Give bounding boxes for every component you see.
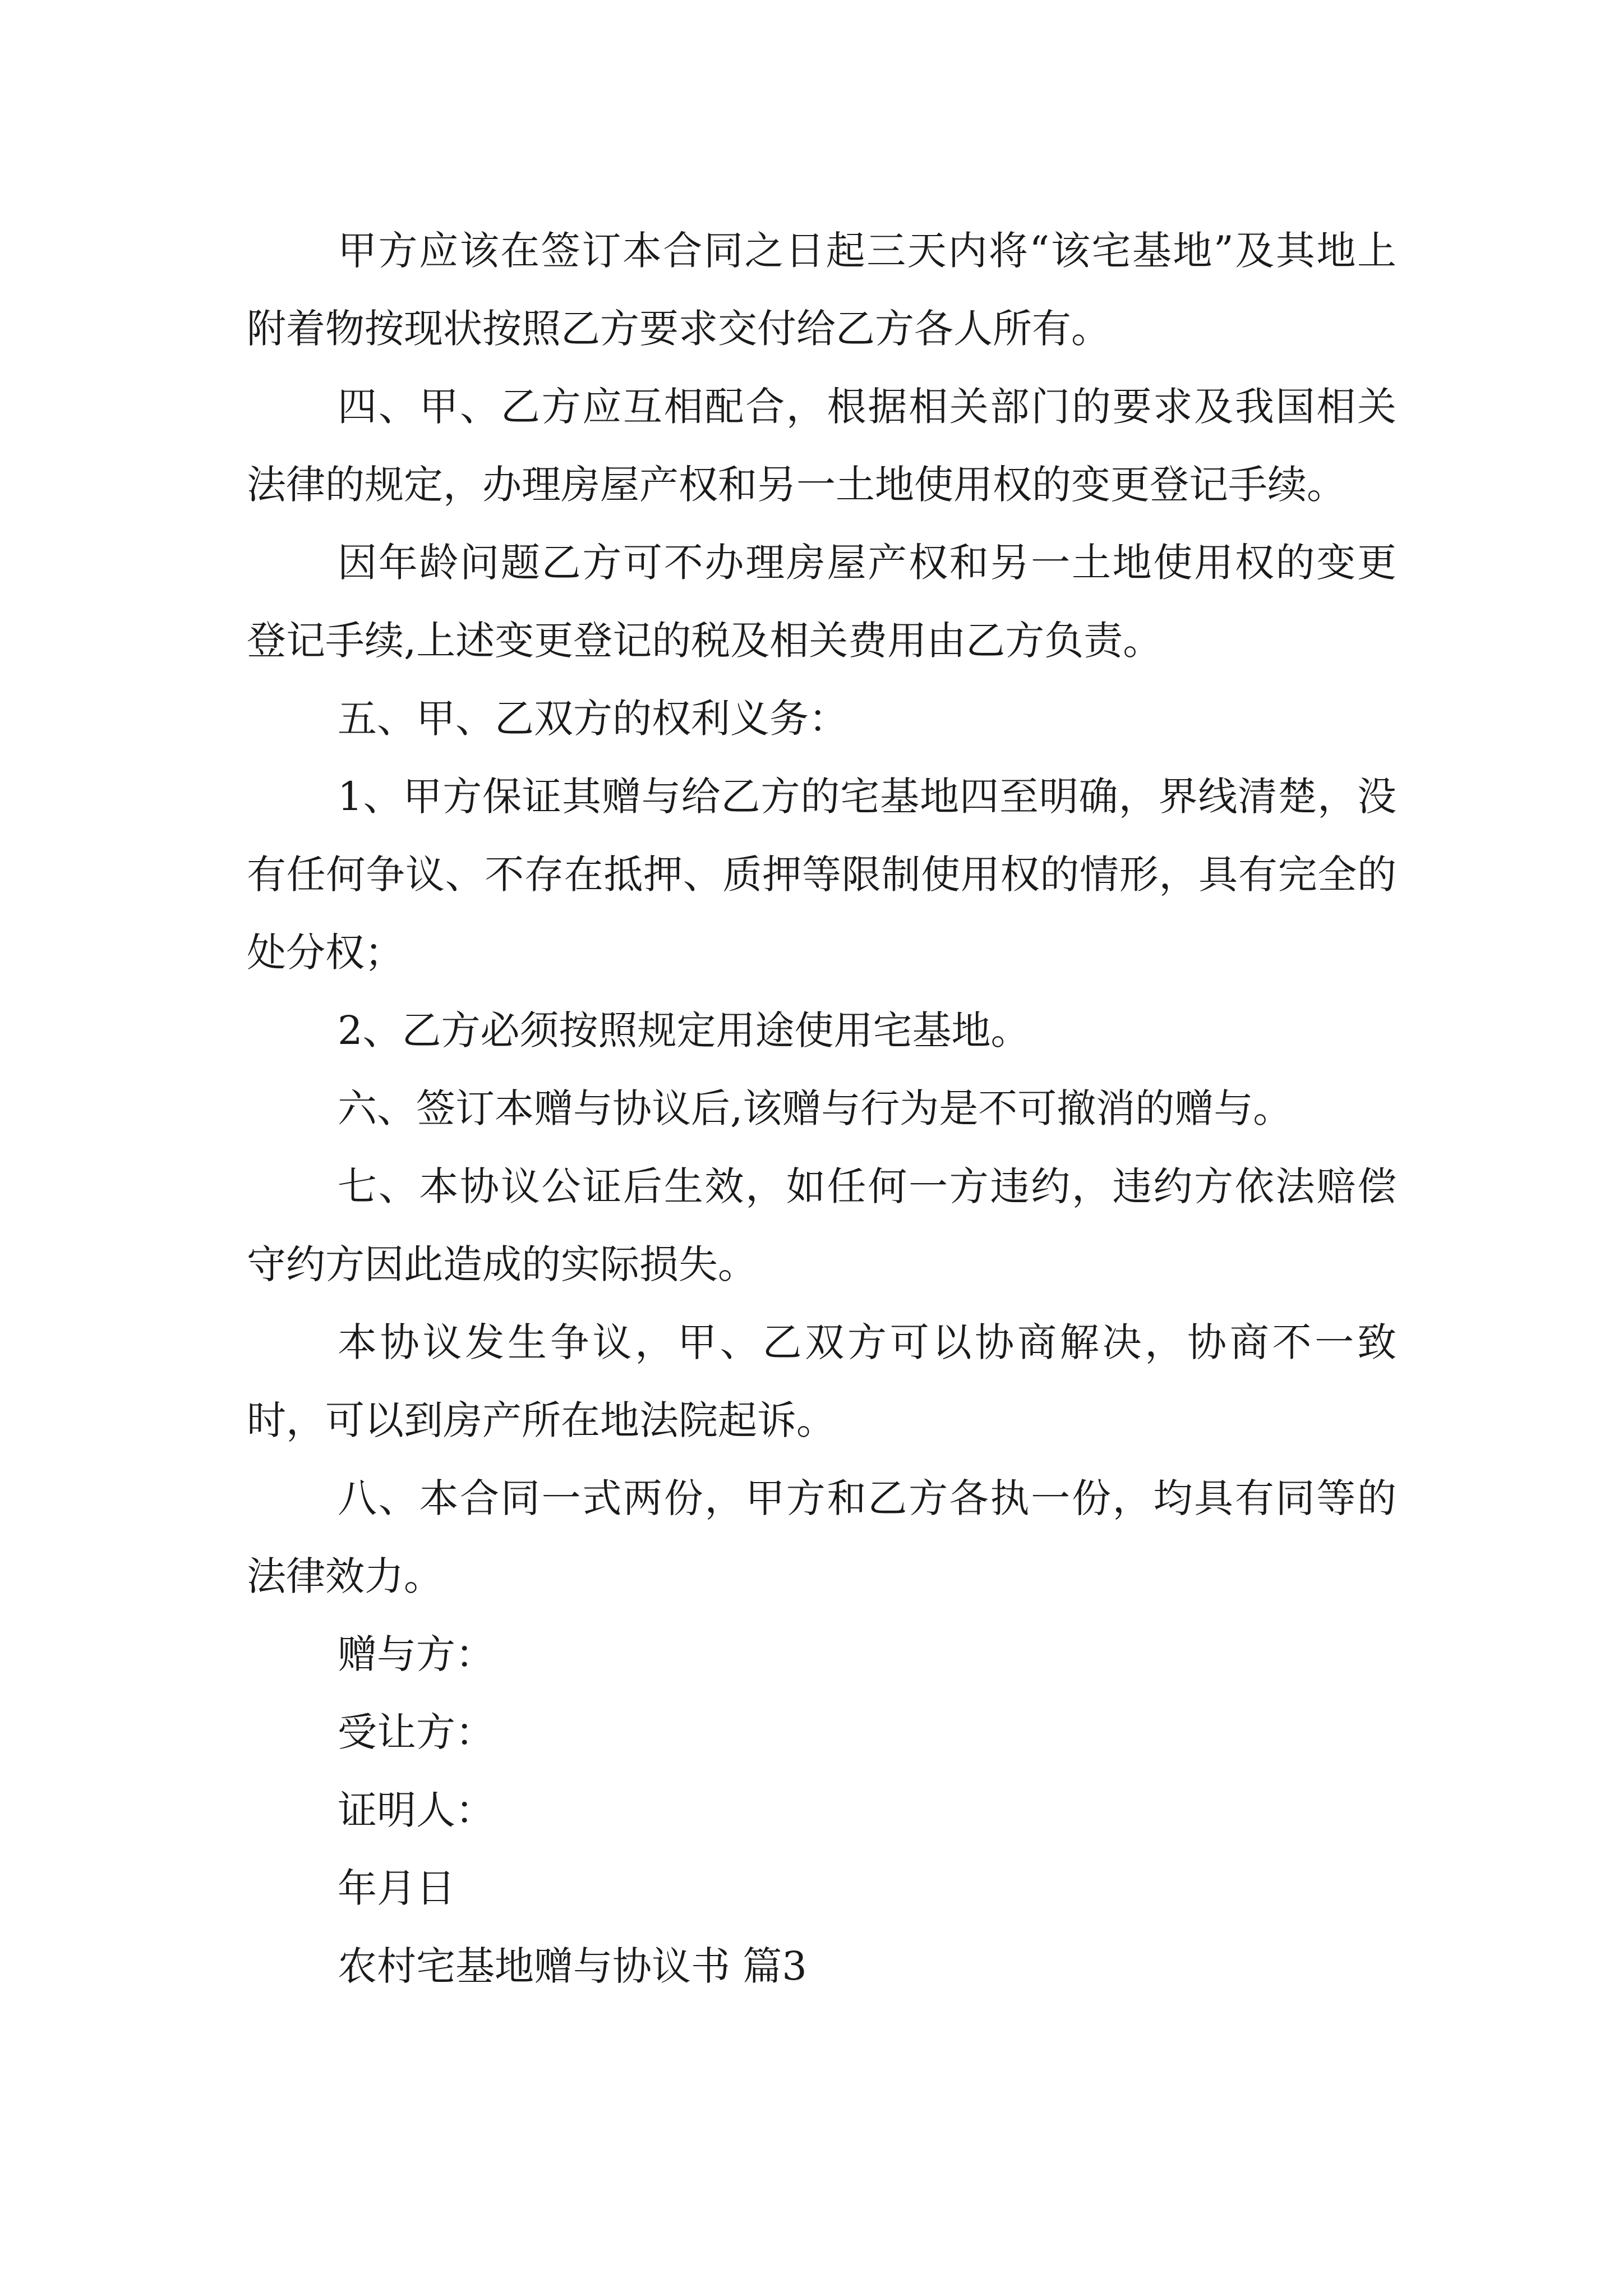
paragraph-clause-six: 六、签订本赠与协议后,该赠与行为是不可撤消的赠与。: [338, 1085, 1293, 1131]
paragraph-age-exemption: 因年龄问题乙方可不办理房屋产权和另一土地使用权的变更登记手续,上述变更登记的税及相关费用由乙方负责。: [247, 540, 1396, 664]
paragraph-clause-five: 五、甲、乙双方的权利义务：: [338, 696, 848, 742]
signature-witness-label: 证明人：: [338, 1787, 495, 1833]
paragraph-delivery-clause: 甲方应该在签订本合同之日起三天内将“该宅基地”及其地上附着物按现状按照乙方要求交付给乙方各人所有。: [247, 228, 1396, 352]
document-body: [247, 212, 1396, 2005]
paragraph-clause-five-item-2: 2、乙方必须按照规定用途使用宅基地。: [338, 1007, 1030, 1053]
paragraph-dispute-resolution: 本协议发生争议，甲、乙双方可以协商解决，协商不一致时，可以到房产所在地法院起诉。: [247, 1319, 1396, 1443]
paragraph-clause-four: 四、甲、乙方应互相配合，根据相关部门的要求及我国相关法律的规定，办理房屋产权和另一土地使用权的变更登记手续。: [247, 384, 1396, 508]
signature-donor-label: 赠与方：: [338, 1631, 495, 1677]
signature-recipient-label: 受让方：: [338, 1709, 495, 1755]
date-label: 年月日: [338, 1865, 455, 1911]
paragraph-clause-five-item-1: 1、甲方保证其赠与给乙方的宅基地四至明确，界线清楚，没有任何争议、不存在抵押、质押等限制使用权的情形，具有完全的处分权；: [247, 774, 1396, 976]
paragraph-clause-eight: 八、本合同一式两份，甲方和乙方各执一份，均具有同等的法律效力。: [247, 1475, 1396, 1599]
next-section-heading: 农村宅基地赠与协议书 篇3: [338, 1943, 807, 1989]
paragraph-clause-seven: 七、本协议公证后生效，如任何一方违约，违约方依法赔偿守约方因此造成的实际损失。: [247, 1163, 1396, 1287]
